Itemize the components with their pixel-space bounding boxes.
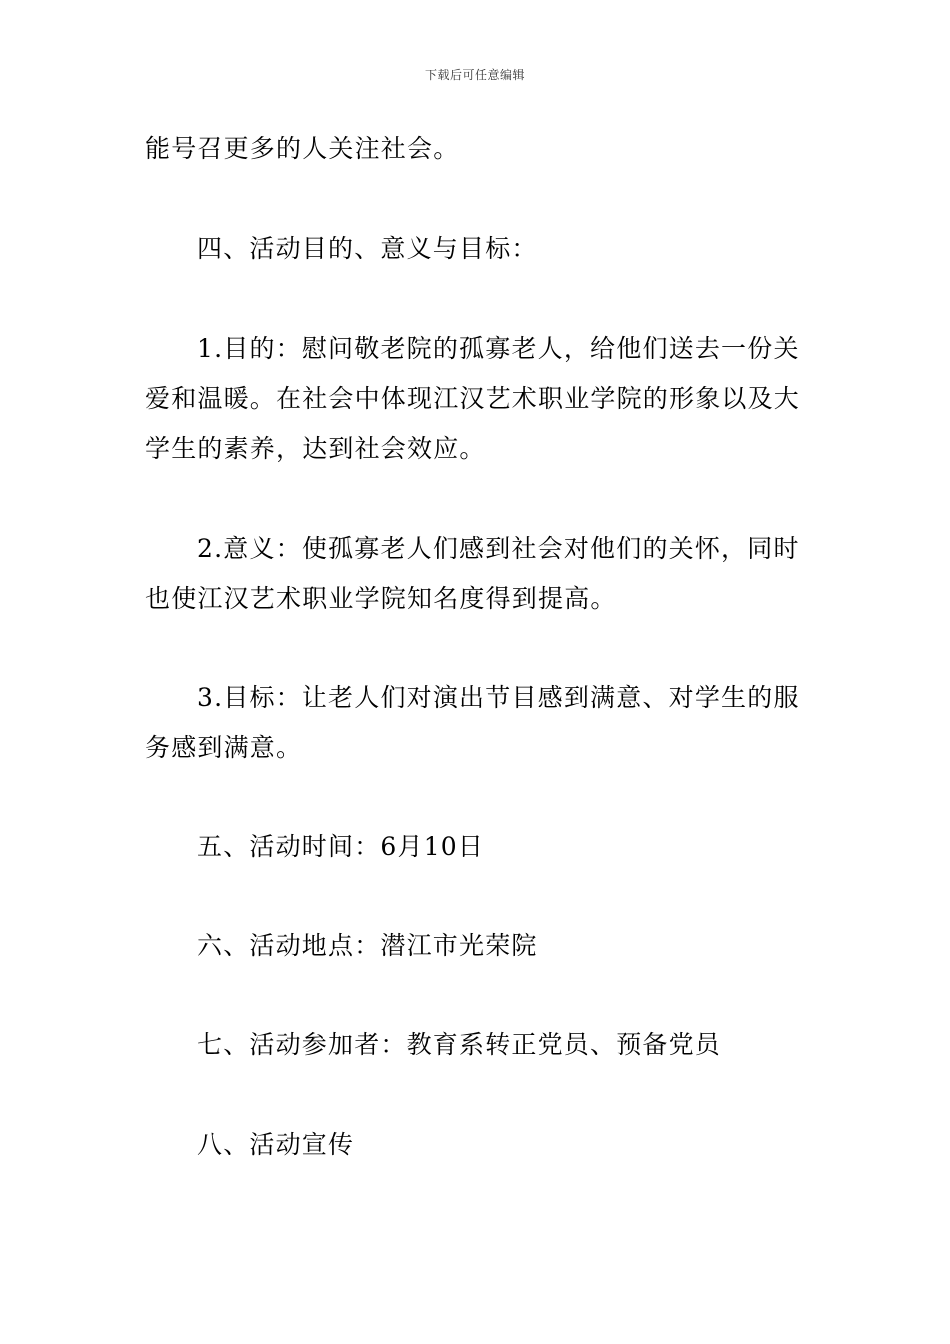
text-line: 爱和温暖。在社会中体现江汉艺术职业学院的形象以及大 — [145, 384, 801, 413]
text-line: 也使江汉艺术职业学院知名度得到提高。 — [145, 584, 617, 613]
text-line: 学生的素养，达到社会效应。 — [145, 434, 486, 463]
section-heading-purpose — [145, 224, 810, 274]
paragraph-goal — [145, 673, 810, 773]
text-line: 五、活动时间：6月10日 — [197, 832, 485, 861]
text-line: 能号召更多的人关注社会。 — [145, 134, 460, 163]
paragraph-intro-end — [145, 124, 810, 174]
section-heading-time — [145, 822, 810, 872]
text-line: 四、活动目的、意义与目标： — [197, 234, 538, 263]
section-heading-location — [145, 921, 810, 971]
page-header: 下载后可任意编辑 — [424, 68, 525, 82]
paragraph-purpose — [145, 324, 810, 474]
text-line: 六、活动地点：潜江市光荣院 — [197, 931, 538, 960]
text-line: 2.意义：使孤寡老人们感到社会对他们的关怀，同时 — [197, 534, 800, 563]
text-line: 务感到满意。 — [145, 733, 303, 762]
text-line: 七、活动参加者：教育系转正党员、预备党员 — [197, 1030, 722, 1059]
text-line: 3.目标：让老人们对演出节目感到满意、对学生的服 — [197, 683, 800, 712]
section-heading-participants — [145, 1020, 810, 1070]
section-heading-publicity — [145, 1120, 810, 1170]
text-line: 八、活动宣传 — [197, 1130, 355, 1159]
text-line: 1.目的：慰问敬老院的孤寡老人，给他们送去一份关 — [197, 334, 800, 363]
paragraph-significance — [145, 524, 810, 624]
